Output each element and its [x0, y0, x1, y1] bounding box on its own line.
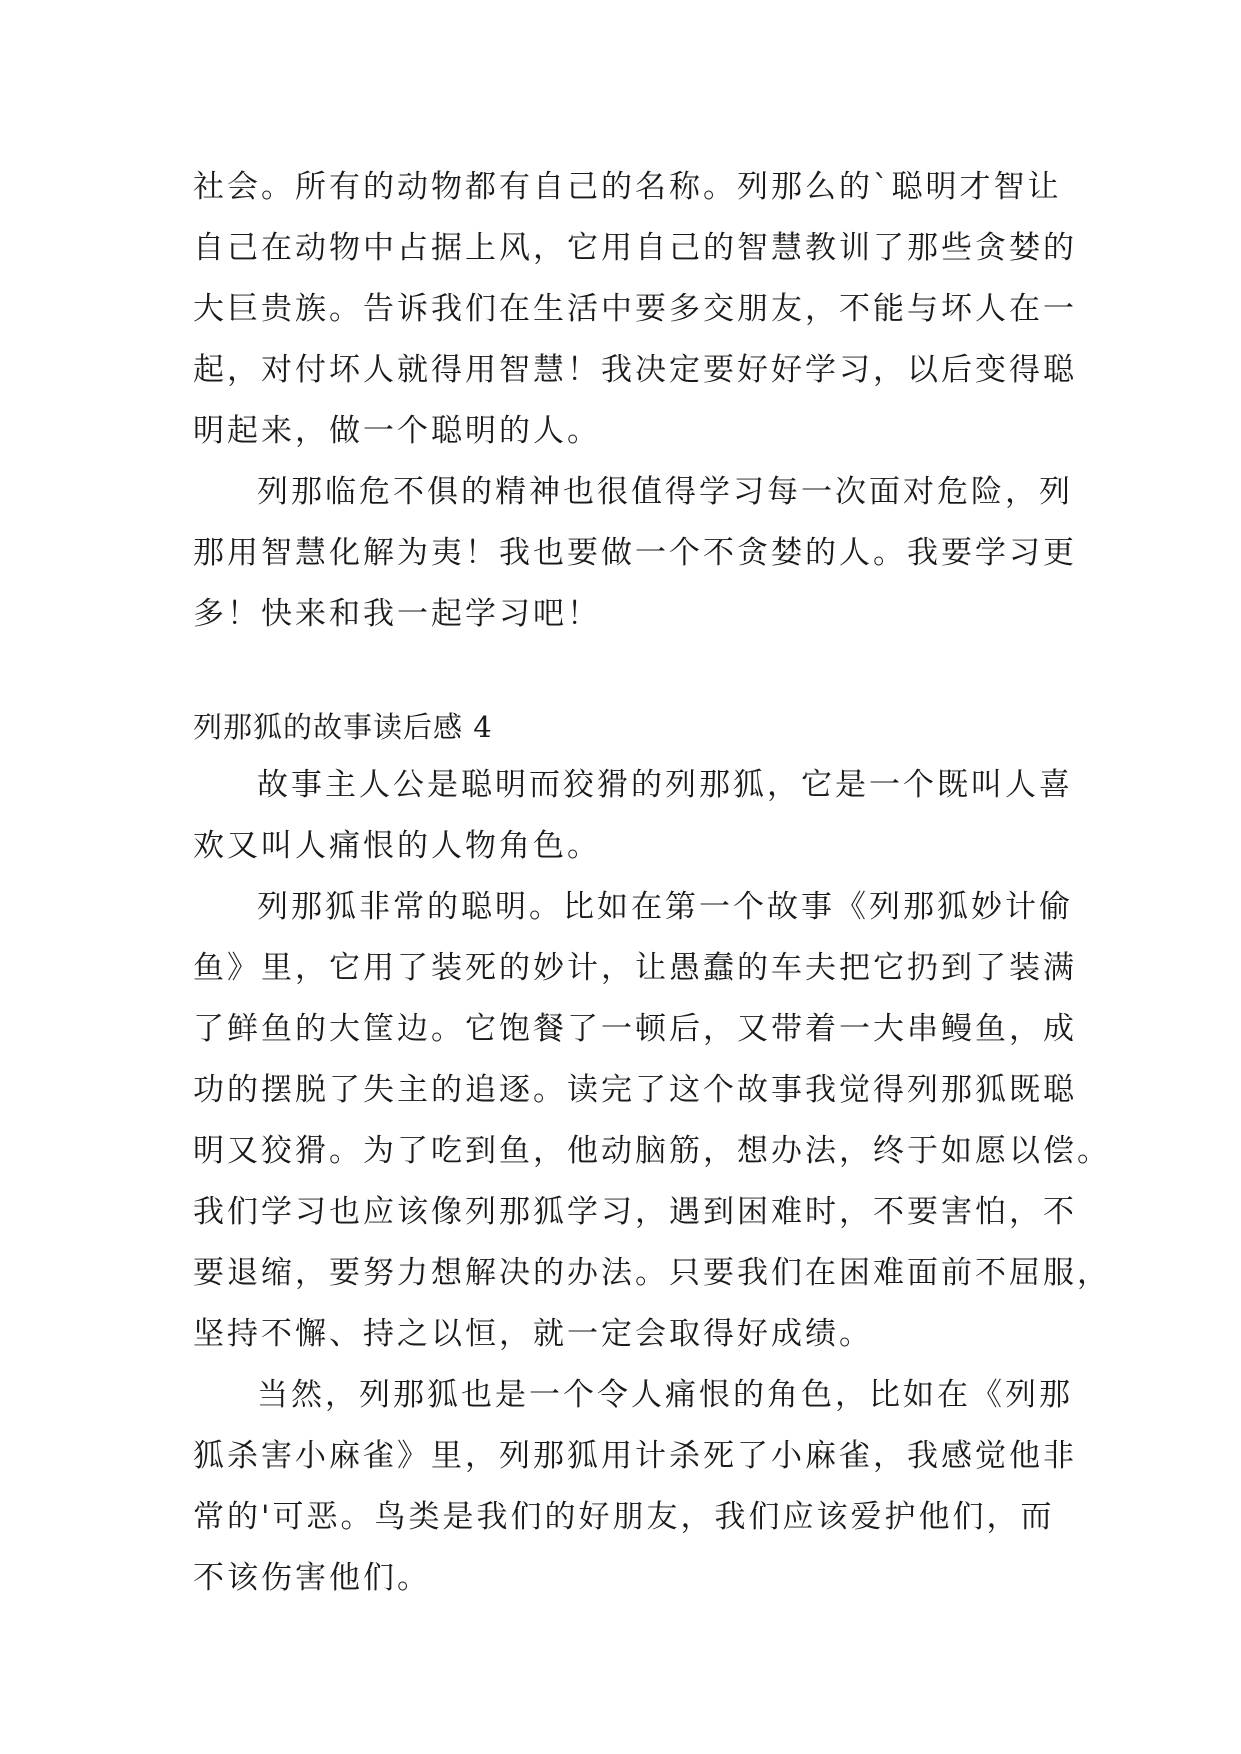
paragraph-line: 明又狡猾。为了吃到鱼，他动脑筋，想办法，终于如愿以偿。: [193, 1133, 1111, 1169]
paragraph-line: 起，对付坏人就得用智慧！我决定要好好学习，以后变得聪: [193, 352, 1077, 388]
paragraph-line: 功的摆脱了失主的追逐。读完了这个故事我觉得列那狐既聪: [193, 1072, 1077, 1108]
paragraph-line: 大巨贵族。告诉我们在生活中要多交朋友，不能与坏人在一: [193, 291, 1077, 327]
paragraph-line: 常的'可恶。鸟类是我们的好朋友，我们应该爱护他们，而: [193, 1499, 1055, 1535]
document-body: [193, 157, 1111, 1609]
section-spacer: [193, 645, 1053, 699]
paragraph-line: 了鲜鱼的大筐边。它饱餐了一顿后，又带着一大串鳗鱼，成: [193, 1011, 1077, 1047]
paragraph-line: 故事主人公是聪明而狡猾的列那狐，它是一个既叫人喜: [257, 767, 1073, 803]
paragraph-line: 坚持不懈、持之以恒，就一定会取得好成绩。: [193, 1316, 873, 1352]
paragraph-line: 当然，列那狐也是一个令人痛恨的角色，比如在《列那: [257, 1377, 1073, 1413]
paragraph-line: 鱼》里，它用了装死的妙计，让愚蠢的车夫把它扔到了装满: [193, 950, 1077, 986]
paragraph-line: 那用智慧化解为夷！我也要做一个不贪婪的人。我要学习更: [193, 535, 1077, 571]
paragraph-line: 我们学习也应该像列那狐学习，遇到困难时，不要害怕，不: [193, 1194, 1077, 1230]
paragraph-line: 列那狐非常的聪明。比如在第一个故事《列那狐妙计偷: [257, 889, 1073, 925]
paragraph-line: 欢又叫人痛恨的人物角色。: [193, 828, 601, 864]
paragraph-line: 多！快来和我一起学习吧！: [193, 596, 601, 632]
paragraph-line: 狐杀害小麻雀》里，列那狐用计杀死了小麻雀，我感觉他非: [193, 1438, 1077, 1474]
paragraph-line: 列那临危不俱的精神也很值得学习每一次面对危险，列: [257, 474, 1073, 510]
paragraph-line: 明起来，做一个聪明的人。: [193, 413, 601, 449]
section-heading: 列那狐的故事读后感 4: [193, 710, 493, 744]
paragraph-line: 要退缩，要努力想解决的办法。只要我们在困难面前不屈服，: [193, 1255, 1111, 1291]
paragraph-line: 社会。所有的动物都有自己的名称。列那么的`聪明才智让: [193, 169, 1062, 205]
paragraph-line: 自己在动物中占据上风，它用自己的智慧教训了那些贪婪的: [193, 230, 1077, 266]
paragraph-line: 不该伤害他们。: [193, 1560, 431, 1596]
